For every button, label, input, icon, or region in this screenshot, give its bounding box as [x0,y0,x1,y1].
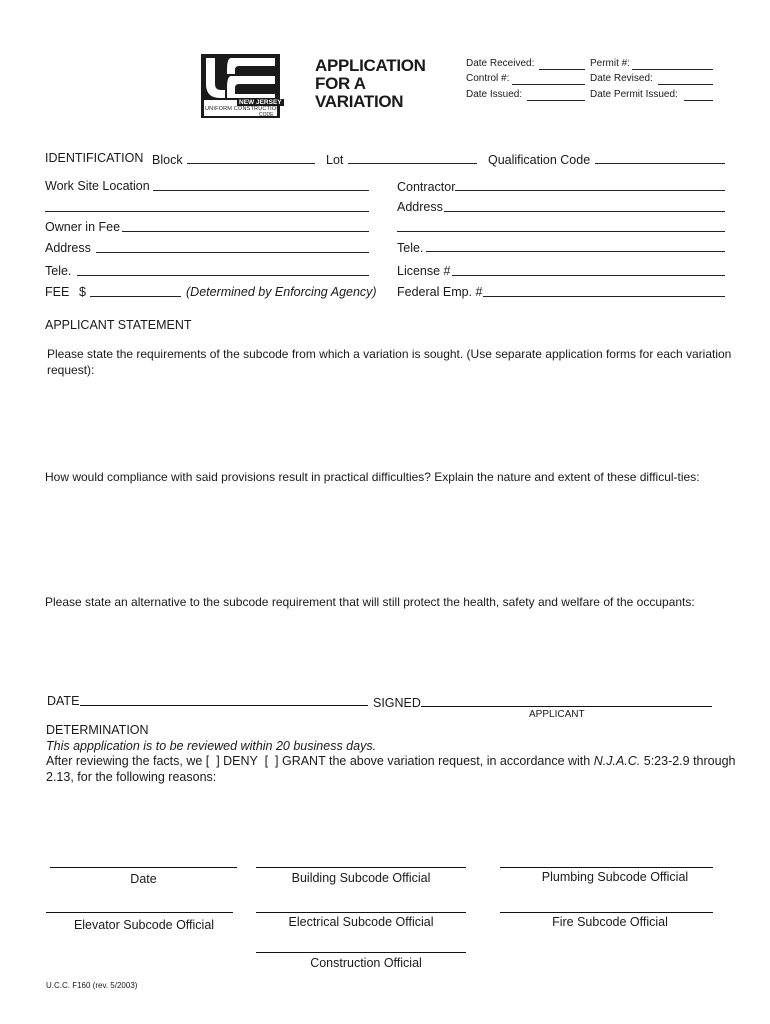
fee-field[interactable] [90,296,181,297]
answer-3-area[interactable] [45,615,725,690]
signature-field[interactable] [421,706,712,707]
elevator-official-line[interactable] [46,912,233,913]
logo-name-line2: CODE [259,112,274,118]
determination-text-a: After reviewing the facts, we [ ] DENY [ ] GRANT the above variation request, in accordance with [46,754,594,768]
contractor-tele-label: Tele. [397,241,424,255]
form-id: U.C.C. F160 (rev. 5/2003) [46,981,138,990]
fee-currency: $ [79,285,86,299]
qualification-code-label: Qualification Code [488,153,591,167]
question-3: Please state an alternative to the subcode requirement that will still protect the health, safety and welfare of the occupants: [45,595,695,609]
question-1: Please state the requirements of the subcode from which a variation is sought. (Use separate application forms for each variation request): [47,347,732,377]
owner-address-label: Address [45,241,91,255]
answer-1-area[interactable] [45,382,725,462]
applicant-caption: APPLICANT [529,709,585,720]
license-field[interactable] [452,275,725,276]
elevator-official-caption: Elevator Subcode Official [73,918,215,932]
qualification-code-field[interactable] [595,163,725,164]
block-field[interactable] [187,163,315,164]
official-date-line[interactable] [50,867,237,868]
official-date-caption: Date [130,872,157,886]
construction-official-line[interactable] [256,952,466,953]
lot-field[interactable] [348,163,477,164]
fee-label: FEE [45,285,70,299]
electrical-official-line[interactable] [256,912,466,913]
contractor-address-field[interactable] [444,211,725,212]
date-permit-issued-line[interactable] [684,100,713,101]
electrical-official-caption: Electrical Subcode Official [288,915,434,929]
lot-label: Lot [326,153,344,167]
applicant-date-field[interactable] [80,705,368,706]
njac-citation: N.J.A.C. [593,754,641,768]
work-site-location-field-2[interactable] [45,211,369,212]
date-issued-line[interactable] [527,100,585,101]
date-received-label: Date Received: [466,58,535,69]
determination-line-b: 2.13, for the following reasons: [46,770,217,784]
applicant-statement-heading: APPLICANT STATEMENT [45,318,192,332]
owner-in-fee-label: Owner in Fee [45,220,121,234]
control-no-label: Control #: [466,73,510,84]
signed-label: SIGNED [373,696,421,710]
fire-official-caption: Fire Subcode Official [552,915,668,929]
building-official-caption: Building Subcode Official [291,871,431,885]
determination-text-a-end: 5:23-2.9 through [640,754,736,768]
contractor-field[interactable] [455,190,725,191]
ucc-logo [201,54,280,118]
federal-emp-label: Federal Emp. # [397,285,483,299]
federal-emp-field[interactable] [483,296,725,297]
fee-note: (Determined by Enforcing Agency) [186,285,377,299]
date-revised-label: Date Revised: [590,73,653,84]
reasons-area[interactable] [45,790,725,860]
work-site-location-field[interactable] [153,190,369,191]
form-title-line1: APPLICATION [315,56,426,75]
building-official-line[interactable] [256,867,466,868]
logo-state: NEW JERSEY [239,99,282,106]
date-issued-label: Date Issued: [466,89,523,100]
owner-address-field[interactable] [96,252,369,253]
work-site-location-label: Work Site Location [45,179,150,193]
logo-name-line1: UNIFORM CONSTRUCTION [205,106,281,112]
date-revised-line[interactable] [658,84,713,85]
plumbing-official-caption: Plumbing Subcode Official [541,870,689,884]
contractor-tele-field[interactable] [426,251,725,252]
owner-tele-field[interactable] [77,275,369,276]
plumbing-official-line[interactable] [500,867,713,868]
control-no-line[interactable] [512,84,585,85]
date-received-line[interactable] [539,69,585,70]
contractor-label: Contractor [397,180,456,194]
date-permit-issued-label: Date Permit Issued: [590,89,678,100]
owner-in-fee-field[interactable] [122,231,369,232]
construction-official-caption: Construction Official [310,956,422,970]
determination-heading: DETERMINATION [46,723,149,737]
identification-heading: IDENTIFICATION [45,151,144,165]
applicant-date-label: DATE [47,694,80,708]
owner-tele-label: Tele. [45,264,72,278]
contractor-address-field-2[interactable] [397,231,725,232]
answer-2-area[interactable] [45,505,725,585]
form-title-line3: VARIATION [315,92,404,111]
contractor-address-label: Address [397,200,443,214]
determination-line-a [46,754,735,768]
question-2: How would compliance with said provisions result in practical difficulties? Explain the nature and extent of these difficul-ties: [45,470,700,484]
review-note: This appplication is to be reviewed within 20 business days. [46,739,377,753]
permit-no-label: Permit #: [590,58,631,69]
block-label: Block [152,153,183,167]
license-label: License # [397,264,451,278]
permit-no-line[interactable] [632,69,713,70]
form-title-line2: FOR A [315,74,366,93]
fire-official-line[interactable] [500,912,713,913]
